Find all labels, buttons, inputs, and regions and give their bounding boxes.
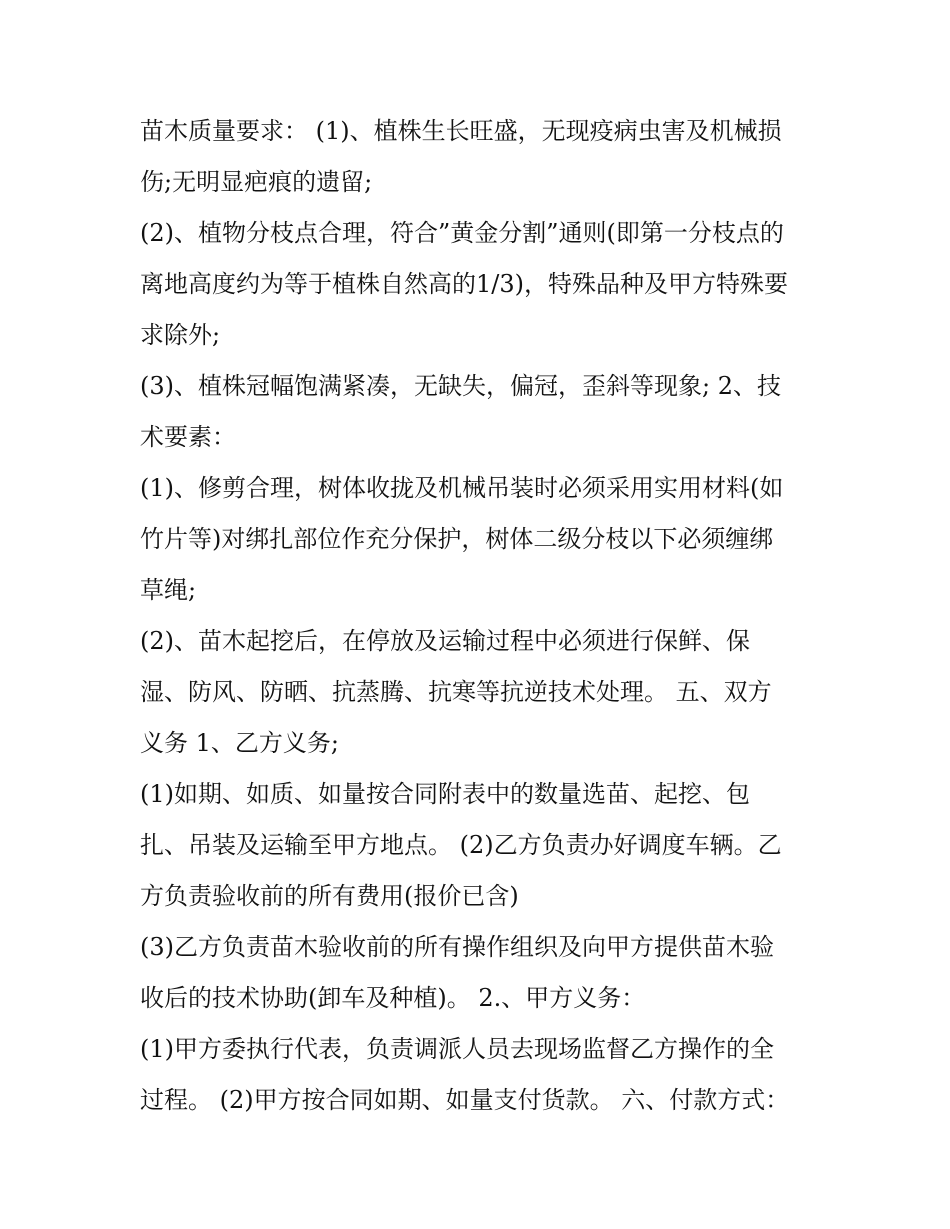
text-line: 扎、吊装及运输至甲方地点。 (2)乙方负责办好调度车辆。乙 — [140, 831, 782, 859]
text-line: (3)乙方负责苗木验收前的所有操作组织及向甲方提供苗木验 — [140, 933, 774, 961]
text-line: 义务 1、乙方义务; — [140, 729, 339, 757]
text-line: 竹片等)对绑扎部位作充分保护，树体二级分枝以下必须缠绑 — [140, 525, 774, 553]
text-line: 收后的技术协助(卸车及种植)。 2.、甲方义务： — [140, 984, 646, 1012]
text-line: (3)、植株冠幅饱满紧凑，无缺失，偏冠，歪斜等现象; 2、技 — [140, 372, 781, 400]
document-body — [140, 106, 820, 1126]
text-line: 苗木质量要求： (1)、植株生长旺盛，无现疫病虫害及机械损 — [140, 117, 782, 145]
text-line: 伤;无明显疤痕的遗留; — [140, 168, 373, 196]
text-line: (1)、修剪合理，树体收拢及机械吊装时必须采用实用材料(如 — [140, 474, 784, 502]
text-line: (1)甲方委执行代表，负责调派人员去现场监督乙方操作的全 — [140, 1035, 774, 1063]
text-line: 过程。 (2)甲方按合同如期、如量支付货款。 六、付款方式： — [140, 1086, 790, 1114]
text-line: (2)、苗木起挖后，在停放及运输过程中必须进行保鲜、保 — [140, 627, 750, 655]
text-line: 湿、防风、防晒、抗蒸腾、抗寒等抗逆技术处理。 五、双方 — [140, 678, 772, 706]
text-line: 草绳; — [140, 576, 197, 604]
text-line: 方负责验收前的所有费用(报价已含) — [140, 882, 519, 910]
text-line: 求除外; — [140, 321, 221, 349]
text-line: (1)如期、如质、如量按合同附表中的数量选苗、起挖、包 — [140, 780, 750, 808]
text-line: (2)、植物分枝点合理，符合”黄金分割”通则(即第一分枝点的 — [140, 219, 784, 247]
text-line: 术要素： — [140, 423, 236, 451]
text-line: 离地高度约为等于植株自然高的1/3)，特殊品种及甲方特殊要 — [140, 270, 788, 298]
